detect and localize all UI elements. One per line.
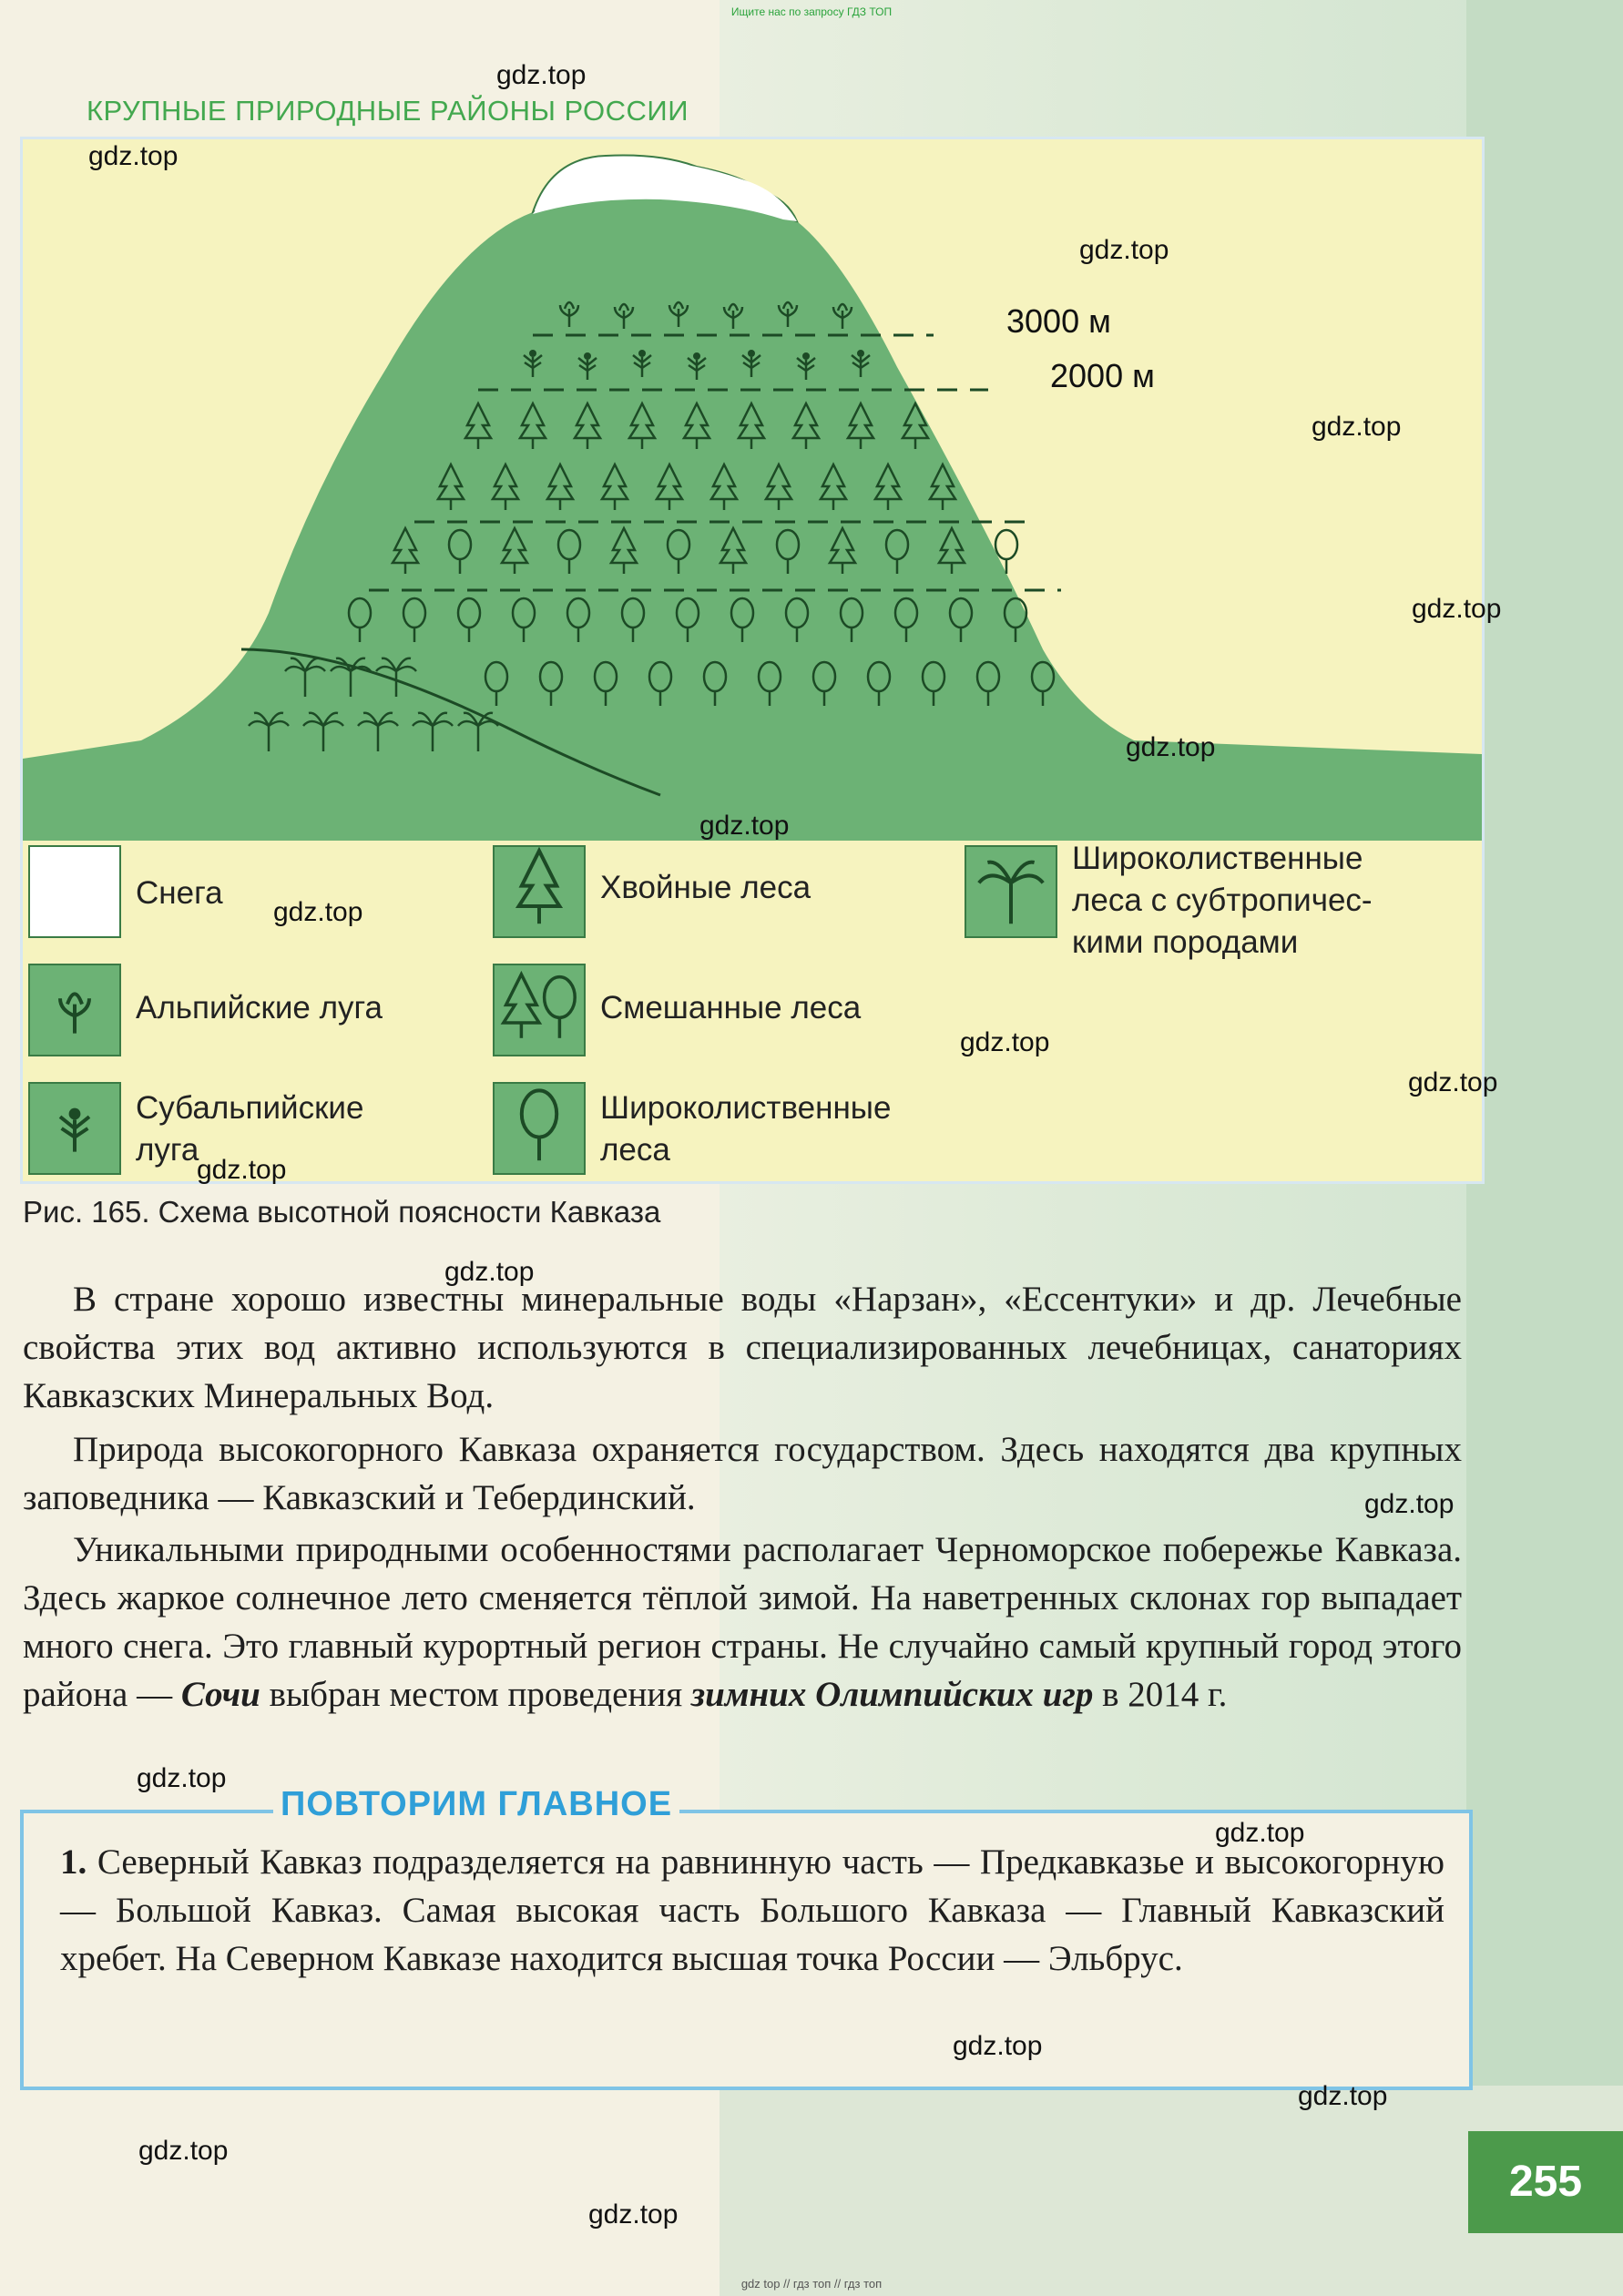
legend-item-broadleaf xyxy=(493,1082,892,1175)
watermark: gdz.top xyxy=(1364,1489,1455,1519)
legend-label-broadleaf-line2: леса xyxy=(600,1132,670,1168)
watermark: gdz.top xyxy=(137,1763,227,1793)
repeat-main-title: ПОВТОРИМ ГЛАВНОЕ xyxy=(273,1785,679,1824)
legend-swatch-broadleaf xyxy=(493,1082,586,1175)
flower-icon xyxy=(30,965,119,1055)
bottom-note: gdz top // гдз топ // гдз топ xyxy=(740,2277,883,2291)
watermark: gdz.top xyxy=(1298,2081,1388,2111)
legend-swatch-snow xyxy=(28,845,121,938)
olympics-term: зимних Олимпийских игр xyxy=(690,1675,1094,1714)
paragraph-mineral-waters-text: В стране хорошо известны минеральные воды «Нарзан», «Ессентуки» и др. Лечебные свойства этих вод активно используются в специализированных лечебницах, санаториях Кавказских Минеральных Вод. xyxy=(23,1280,1462,1415)
legend-label-broadleaf xyxy=(600,1087,928,1171)
legend-swatch-conifer xyxy=(493,845,586,938)
watermark: gdz.top xyxy=(138,2136,229,2166)
legend-label-subtropical-line2: леса с субтропичес- xyxy=(1072,883,1373,918)
watermark: gdz.top xyxy=(496,60,587,90)
page-number: 255 xyxy=(1468,2131,1623,2233)
legend-item-conifer xyxy=(493,845,812,938)
legend xyxy=(23,809,1482,1191)
watermark: gdz.top xyxy=(1312,412,1402,442)
legend-label-snow: Снега xyxy=(136,875,223,911)
top-note: Ищите нас по запросу ГДЗ ТОП xyxy=(730,5,893,18)
legend-swatch-alpine xyxy=(28,964,121,1056)
watermark: gdz.top xyxy=(88,141,179,171)
watermark: gdz.top xyxy=(960,1027,1050,1057)
paragraph-connector: выбран местом проведения xyxy=(260,1675,691,1714)
palm-tree-icon xyxy=(966,847,1056,936)
altitude-3000-label: 3000 м xyxy=(1006,302,1111,340)
legend-label-subalpine-line2: луга xyxy=(136,1132,199,1168)
legend-item-subtropical xyxy=(965,841,1373,960)
legend-label-conifer: Хвойные леса xyxy=(600,870,812,905)
page-header: КРУПНЫЕ ПРИРОДНЫЕ РАЙОНЫ РОССИИ xyxy=(87,95,689,127)
watermark: gdz.top xyxy=(953,2031,1043,2061)
watermark: gdz.top xyxy=(1079,235,1169,265)
watermark: gdz.top xyxy=(1412,594,1502,624)
figure-panel xyxy=(20,137,1485,1184)
conifer-tree-icon xyxy=(495,847,584,936)
watermark: gdz.top xyxy=(273,897,363,927)
paragraph-black-sea-coast xyxy=(23,1526,1462,1719)
subalpine-plant-icon xyxy=(30,1084,119,1173)
figure-caption: Рис. 165. Схема высотной поясности Кавказа xyxy=(23,1195,661,1229)
legend-label-broadleaf-line1: Широколиственные xyxy=(600,1090,892,1126)
legend-label-subtropical-line1: Широколиственные xyxy=(1072,841,1363,876)
watermark: gdz.top xyxy=(197,1155,287,1185)
deciduous-tree-icon xyxy=(495,1084,584,1173)
watermark: gdz.top xyxy=(1408,1067,1498,1097)
watermark: gdz.top xyxy=(699,811,790,841)
paragraph-reserves xyxy=(23,1425,1462,1522)
legend-swatch-subalpine xyxy=(28,1082,121,1175)
legend-item-snow xyxy=(28,845,223,938)
watermark: gdz.top xyxy=(1126,732,1216,762)
paragraph-black-sea-coast-text: Уникальными природными особенностями располагает Черноморское побережье Кавказа. Здесь жаркое солнечное лето сменяется тёплой зимой. На наветренных склонах гор выпадает много снега. Это главный курортный регион страны. Не случайно самый крупный город этого района — xyxy=(23,1530,1462,1714)
legend-item-mixed xyxy=(493,964,862,1056)
mixed-forest-icon xyxy=(495,965,584,1055)
watermark: gdz.top xyxy=(588,2199,679,2230)
legend-item-alpine xyxy=(28,964,383,1056)
legend-label-alpine: Альпийские луга xyxy=(136,990,383,1026)
repeat-item-text: Северный Кавказ подразделяется на равнинную часть — Предкавказье и высокогорную — Большой Кавказ. Самая высокая часть Большого Кавказа — Главный Кавказский хребет. На Северном Кавказе находится высшая точка России — Эльбрус. xyxy=(60,1842,1444,1978)
mountain-diagram xyxy=(23,139,1482,841)
paragraph-end: в 2014 г. xyxy=(1093,1675,1228,1714)
legend-swatch-mixed xyxy=(493,964,586,1056)
paragraph-reserves-text: Природа высокогорного Кавказа охраняется государством. Здесь находятся два крупных заповедника — Кавказский и Тебердинский. xyxy=(23,1430,1462,1517)
legend-label-subalpine-line1: Субальпийские xyxy=(136,1090,364,1126)
legend-label-subtropical-line3: кими породами xyxy=(1072,924,1299,960)
watermark: gdz.top xyxy=(1215,1818,1305,1848)
repeat-main-text xyxy=(60,1838,1444,1983)
altitude-2000-label: 2000 м xyxy=(1050,357,1155,394)
sochi-term: Сочи xyxy=(180,1675,260,1714)
legend-swatch-subtropical xyxy=(965,845,1057,938)
watermark: gdz.top xyxy=(444,1257,535,1287)
paragraph-mineral-waters xyxy=(23,1275,1462,1420)
legend-label-mixed: Смешанные леса xyxy=(600,990,862,1026)
repeat-item-number: 1. xyxy=(60,1842,87,1882)
background-map-strip xyxy=(1466,0,1623,2296)
legend-label-subtropical xyxy=(1072,838,1473,964)
